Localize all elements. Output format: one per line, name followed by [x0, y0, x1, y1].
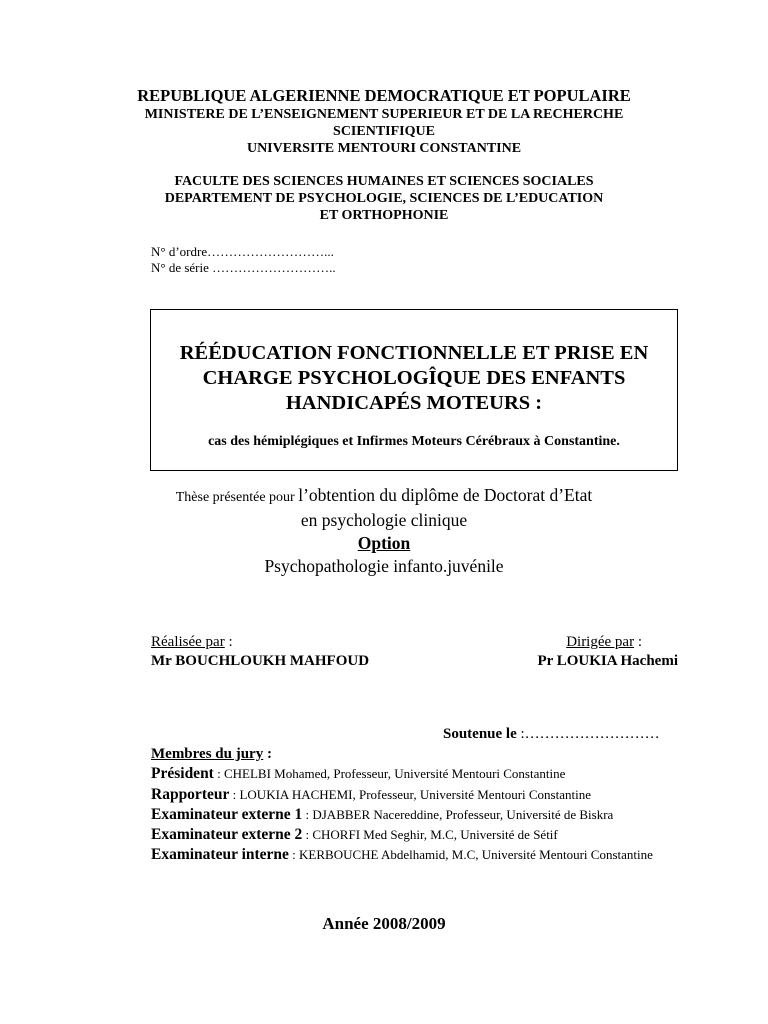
title-line-1: RÉÉDUCATION FONCTIONNELLE ET PRISE EN [179, 342, 649, 364]
jury-member: Rapporteur : LOUKIA HACHEMI, Professeur, Université Mentouri Constantine [151, 785, 591, 803]
thesis-subtitle: cas des hémiplégiques et Infirmes Moteurs Cérébraux à Constantine. [208, 434, 620, 449]
jury-member: Président : CHELBI Mohamed, Professeur, Université Mentouri Constantine [151, 765, 566, 783]
thesis-line-2: en psychologie clinique [300, 510, 468, 530]
department-line-2: ET ORTHOPHONIE [319, 208, 449, 223]
republic-heading: REPUBLIQUE ALGERIENNE DEMOCRATIQUE ET POPULAIRE [137, 86, 631, 105]
thesis-prefix: Thèse présentée pour [175, 490, 299, 505]
option-label: Option [357, 533, 411, 553]
jury-member: Examinateur externe 2 : CHORFI Med Seghir, M.C, Université de Sétif [151, 826, 558, 844]
ministry-line-2: SCIENTIFIQUE [333, 124, 435, 139]
director-name: Pr LOUKIA Hachemi [537, 653, 678, 669]
series-number: N° de série ……………………….. [151, 260, 336, 275]
jury-heading: Membres du jury : [151, 746, 272, 762]
thesis-line-1: l’obtention du diplôme de Doctorat d’Etat [298, 485, 593, 505]
faculty-block [0, 173, 768, 224]
title-line-2: CHARGE PSYCHOLOGÎQUE DES ENFANTS [202, 367, 626, 389]
academic-year: Année 2008/2009 [322, 914, 446, 933]
jury-member: Examinateur externe 1 : DJABBER Nacereddine, Professeur, Université de Biskra [151, 805, 614, 823]
realisee-label: Réalisée par : [151, 634, 233, 650]
option-value: Psychopathologie infanto.juvénile [264, 556, 504, 576]
jury-list [151, 745, 681, 866]
jury-member: Examinateur interne : KERBOUCHE Abdelhamid, M.C, Université Mentouri Constantine [151, 846, 653, 864]
department-line-1: DEPARTEMENT DE PSYCHOLOGIE, SCIENCES DE L’EDUCATION [164, 191, 604, 206]
ministry-block [0, 106, 768, 157]
faculty-name: FACULTE DES SCIENCES HUMAINES ET SCIENCES SOCIALES [174, 174, 594, 189]
defense-date: Soutenue le :……………………… [443, 726, 660, 742]
dirigee-label: Dirigée par : [566, 634, 642, 650]
university-name: UNIVERSITE MENTOURI CONSTANTINE [246, 141, 522, 156]
reference-numbers [151, 244, 336, 276]
title-line-3: HANDICAPÉS MOTEURS : [285, 392, 543, 414]
thesis-description [0, 484, 768, 578]
ministry-line-1: MINISTERE DE L’ENSEIGNEMENT SUPERIEUR ET DE LA RECHERCHE [144, 107, 624, 122]
order-number: N° d’ordre………………………... [151, 244, 334, 259]
thesis-title [150, 341, 678, 416]
author-name: Mr BOUCHLOUKH MAHFOUD [151, 653, 370, 669]
